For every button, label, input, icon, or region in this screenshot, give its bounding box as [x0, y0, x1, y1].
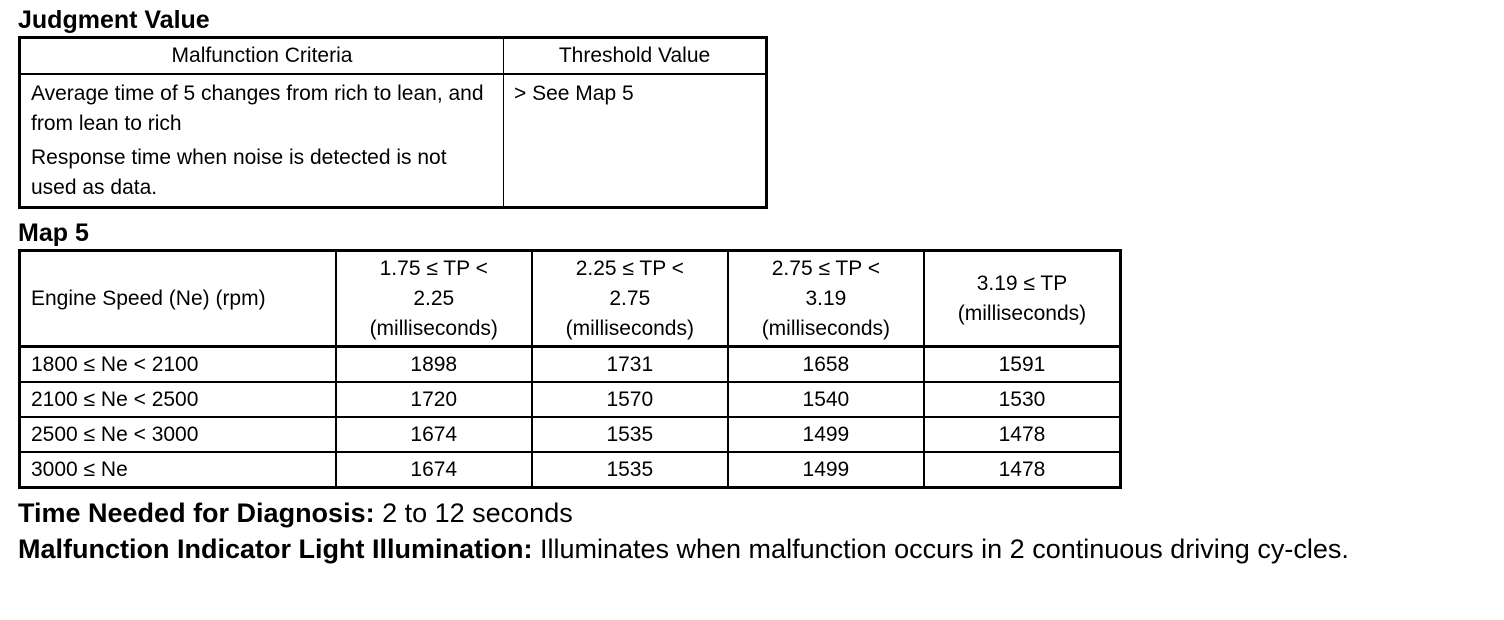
- header-line: 2.75: [609, 286, 651, 310]
- table-row: [20, 382, 1121, 417]
- table-cell: 1658: [728, 347, 924, 383]
- threshold-value-cell: > See Map 5: [504, 74, 767, 208]
- map-5-heading: Map 5: [18, 219, 89, 247]
- table-cell: 1478: [924, 417, 1121, 452]
- table-cell: 1674: [336, 417, 532, 452]
- table-row: [20, 347, 1121, 383]
- table-cell: 1535: [532, 452, 728, 488]
- criteria-text-1: Average time of 5 changes from rich to lean, and from lean to rich: [31, 82, 484, 135]
- header-line: 1.75 ≤ TP <: [379, 256, 488, 280]
- criteria-text-2: Response time when noise is detected is not used as data.: [31, 146, 447, 199]
- table-cell: 1898: [336, 347, 532, 383]
- table-row: [20, 452, 1121, 488]
- table-header-row: [20, 251, 1121, 347]
- table-cell: 1499: [728, 417, 924, 452]
- header-line: (milliseconds): [369, 316, 498, 340]
- tp-column-header-4: [924, 251, 1121, 347]
- engine-speed-range: 3000 ≤ Ne: [20, 452, 336, 488]
- mil-illumination-value: Illuminates when malfunction occurs in 2 continuous driving cy-cles.: [532, 534, 1349, 564]
- table-cell: 1720: [336, 382, 532, 417]
- map-5-table: [18, 249, 1122, 489]
- judgment-value-table: [18, 36, 768, 209]
- mil-illumination-line: [18, 531, 1488, 567]
- engine-speed-range: 1800 ≤ Ne < 2100: [20, 347, 336, 383]
- header-line: (milliseconds): [761, 316, 891, 340]
- header-line: 2.25: [413, 286, 455, 310]
- table-row: [20, 417, 1121, 452]
- table-header-row: [20, 38, 767, 75]
- tp-column-header-3: [728, 251, 924, 347]
- table-cell: 1570: [532, 382, 728, 417]
- header-line: 3.19: [805, 286, 847, 310]
- mil-illumination-label: Malfunction Indicator Light Illumination:: [18, 534, 533, 564]
- judgment-value-heading: Judgment Value: [18, 6, 210, 34]
- engine-speed-range: 2100 ≤ Ne < 2500: [20, 382, 336, 417]
- table-cell: 1591: [924, 347, 1121, 383]
- tp-column-header-2: [532, 251, 728, 347]
- engine-speed-header: Engine Speed (Ne) (rpm): [20, 251, 336, 347]
- header-line: (milliseconds): [565, 316, 694, 340]
- header-line: 3.19 ≤ TP: [976, 271, 1068, 295]
- table-cell: 1731: [532, 347, 728, 383]
- threshold-value-header: Threshold Value: [504, 38, 767, 75]
- header-line: 2.75 ≤ TP <: [771, 256, 880, 280]
- table-cell: 1540: [728, 382, 924, 417]
- diagnosis-time-value: 2 to 12 seconds: [374, 498, 573, 528]
- malfunction-criteria-cell: [20, 74, 504, 208]
- engine-speed-range: 2500 ≤ Ne < 3000: [20, 417, 336, 452]
- table-cell: 1530: [924, 382, 1121, 417]
- table-cell: 1478: [924, 452, 1121, 488]
- malfunction-criteria-header: Malfunction Criteria: [20, 38, 504, 75]
- table-row: [20, 74, 767, 208]
- header-line: 2.25 ≤ TP <: [575, 256, 684, 280]
- header-line: (milliseconds): [957, 301, 1087, 325]
- table-cell: 1674: [336, 452, 532, 488]
- table-cell: 1499: [728, 452, 924, 488]
- diagnosis-time-line: [18, 495, 1488, 531]
- diagnosis-time-label: Time Needed for Diagnosis:: [18, 498, 375, 528]
- document-page: [18, 4, 1488, 567]
- table-cell: 1535: [532, 417, 728, 452]
- tp-column-header-1: [336, 251, 532, 347]
